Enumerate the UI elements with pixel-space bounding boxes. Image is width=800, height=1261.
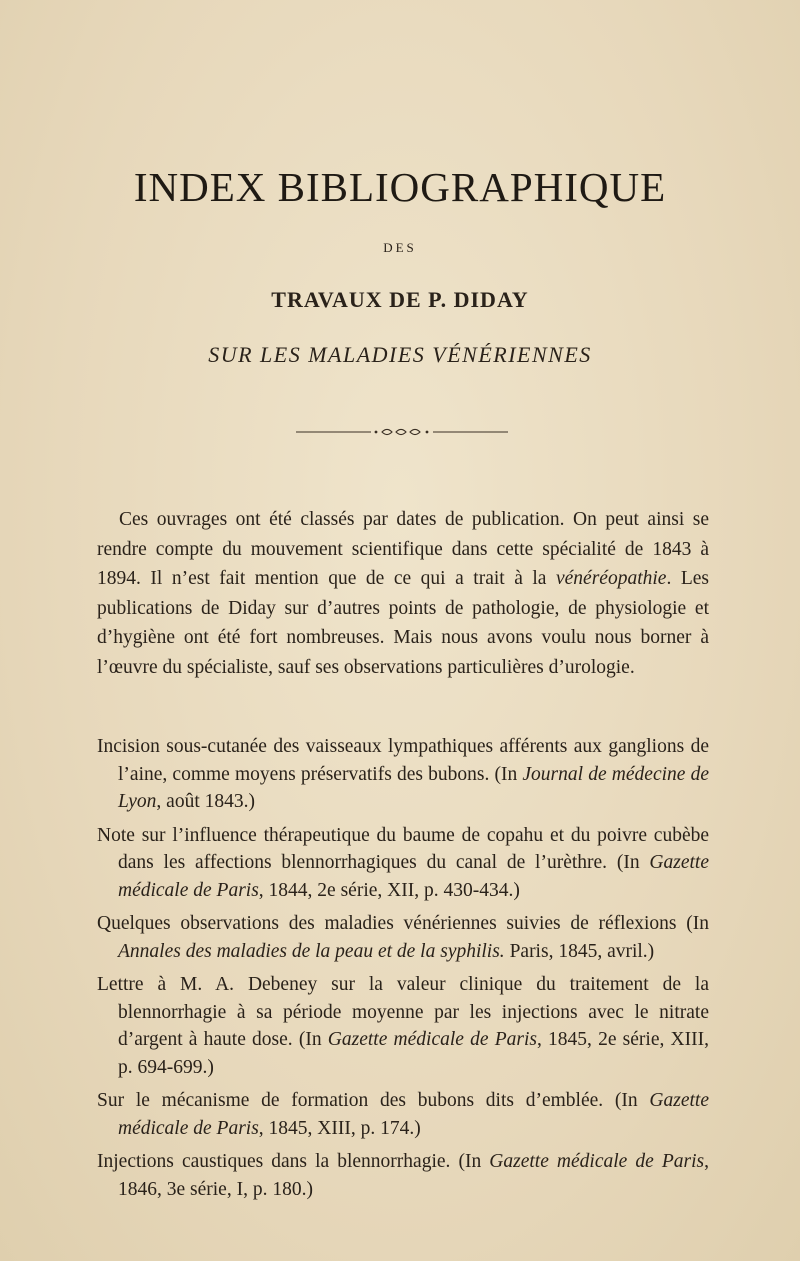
reference-details: Paris, 1845, avril.) <box>504 940 655 962</box>
reference-list <box>97 733 709 1209</box>
subtitle-italic: SUR LES MALADIES VÉNÉRIENNES <box>208 342 592 367</box>
reference-details: , 1846, 3e série, I, p. 180.) <box>118 1151 709 1200</box>
reference-source: Journal de médecine de Lyon <box>118 763 709 812</box>
ornament-divider-icon <box>296 424 508 440</box>
reference-item <box>97 1148 709 1203</box>
reference-details: , août 1843.) <box>156 791 255 812</box>
intro-text-1: Ces ouvrages ont été classés par dates de publication. On peut ainsi se rendre compte du mouvement scientifique dans cette spécialité de 1843 à 1894. Il n’est fait mention que de ce qui a trait à la <box>97 509 709 589</box>
reference-text: Incision sous-cutanée des vaisseaux lympathiques afférents aux ganglions de l’aine, comme moyens préservatifs des bubons. (In <box>97 736 709 785</box>
reference-source: Annales des maladies de la peau et de la syphilis. <box>118 940 505 962</box>
reference-item <box>97 910 709 965</box>
reference-item <box>97 733 709 816</box>
intro-italic: vénéréopathie <box>556 568 667 589</box>
title-connector: DES <box>383 240 417 255</box>
intro-text-2: . Les publications de Diday sur d’autres points de pathologie, de physiologie et d’hygiène ont été fort nombreuses. Mais nous avons voulu nous borner à l’œuvre du spécialiste, sauf ses observations particulières d’urologie. <box>97 568 710 678</box>
page-title: INDEX BIBLIOGRAPHIQUE <box>133 164 667 210</box>
reference-text: Quelques observations des maladies vénériennes suivies de réflexions (In <box>97 913 709 934</box>
reference-source: Gazette médicale de Paris <box>327 1029 537 1050</box>
reference-text: Injections caustiques dans la blennorrhagie. (In <box>97 1151 490 1172</box>
reference-details: , 1845, 2e série, XIII, p. 694-699.) <box>118 1029 709 1078</box>
reference-item <box>97 822 709 905</box>
reference-text: Lettre à M. A. Debeney sur la valeur clinique du traitement de la blennorrhagie à sa période moyenne par les injections avec le nitrate d’argent à haute dose. (In <box>97 974 709 1050</box>
reference-text: Sur le mécanisme de formation des bubons dits d’emblée. (In <box>97 1090 650 1111</box>
reference-text: Note sur l’influence thérapeutique du baume de copahu et du poivre cubèbe dans les affections blennorrhagiques du canal de l’urèthre. (In <box>97 824 709 873</box>
reference-source: Gazette médicale de Paris <box>489 1151 705 1172</box>
reference-source: Gazette médicale de Paris <box>118 852 709 901</box>
reference-item <box>97 1087 709 1142</box>
reference-details: , 1845, XIII, p. 174.) <box>258 1117 421 1139</box>
reference-item <box>97 971 709 1081</box>
reference-details: , 1844, 2e série, XII, p. 430-434.) <box>258 879 520 901</box>
intro-paragraph <box>97 505 709 682</box>
reference-source: Gazette médicale de Paris <box>118 1090 709 1139</box>
subtitle: TRAVAUX DE P. DIDAY <box>271 287 529 312</box>
